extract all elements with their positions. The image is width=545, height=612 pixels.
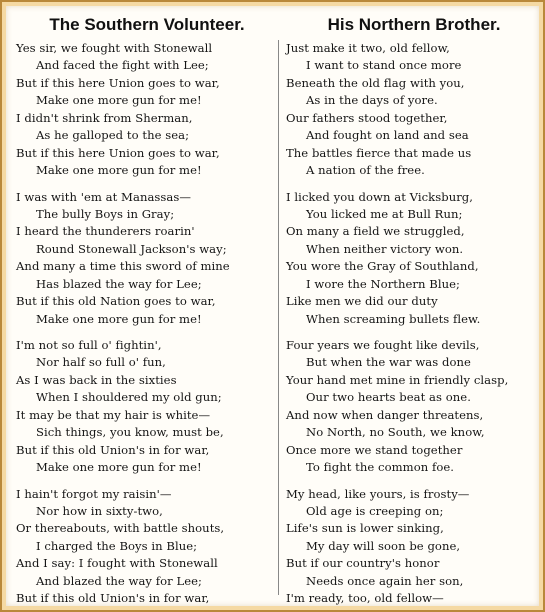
poem-line: As in the days of yore. [306,93,438,108]
poem-line: When I shouldered my old gun; [36,390,222,405]
poem-line: Or thereabouts, with battle shouts, [16,521,225,536]
poem-line: You licked me at Bull Run; [306,206,463,221]
right-stanza-2 [286,189,542,329]
poem-line: Yes sir, we fought with Stonewall [16,41,213,55]
poem-line: My day will soon be gone, [306,538,461,553]
poem-line: Nor how in sixty-two, [36,503,163,518]
poem-line: I wore the Northern Blue; [306,276,460,291]
poem-line: I'm not so full o' fightin', [16,338,162,352]
poem-line: But if our country's honor [286,556,440,571]
poem-line: I hain't forgot my raisin'— [16,486,172,501]
poem-line: I'm ready, too, old fellow— [286,591,444,606]
left-poem-column [16,6,278,612]
poem-line: I was with 'em at Manassas— [16,189,192,204]
poem-line: As I was back in the sixties [16,372,177,387]
poem-line: And faced the fight with Lee; [36,58,209,73]
poem-line: I licked you down at Vicksburg, [286,189,474,204]
left-stanza-3 [16,337,278,477]
poem-line: Make one more gun for me! [36,163,202,178]
poem-line: The battles fierce that made us [286,145,472,160]
poem-line: Round Stonewall Jackson's way; [36,241,227,256]
poem-line: But if this here Union goes to war, [16,75,220,90]
poem-line: Has blazed the way for Lee; [36,276,202,291]
poem-line: Make one more gun for me! [36,93,202,108]
column-divider [278,40,279,595]
poem-line: And many a time this sword of mine [16,259,230,274]
poem-line: But if this here Union goes to war, [16,145,220,160]
poem-line: Our two hearts beat as one. [306,390,471,405]
poem-line: You wore the Gray of Southland, [286,259,479,274]
poem-line: But if this old Union's in for war, [16,442,210,457]
right-poem-column [286,6,542,612]
poem-line: I didn't shrink from Sherman, [16,110,193,125]
poem-line: Life's sun is lower sinking, [286,521,444,536]
poem-line: And blazed the way for Lee; [36,573,202,588]
poem-line: But if this old Nation goes to war, [16,294,216,309]
poem-line: Needs once again her son, [306,573,464,588]
left-stanza-2 [16,189,278,329]
poem-line: I charged the Boys in Blue; [36,538,198,553]
poem-line: Nor half so full o' fun, [36,355,166,370]
left-stanza-1 [16,40,278,180]
poem-line: Make one more gun for me! [36,311,202,326]
poem-line: On many a field we struggled, [286,224,465,239]
poem-line: Sich things, you know, must be, [36,425,224,440]
poem-line: Your hand met mine in friendly clasp, [286,372,509,387]
left-stanza-4 [16,486,278,612]
right-stanza-1 [286,40,542,180]
poem-line: And I say: I fought with Stonewall [16,556,218,571]
poem-line: My head, like yours, is frosty— [286,486,470,501]
poem-line: As he galloped to the sea; [36,128,190,143]
poem-line: It may be that my hair is white— [16,407,211,422]
poem-line: To fight the common foe. [306,460,455,475]
poem-line: But if this old Union's in for war, [16,591,210,606]
poem-line: When screaming bullets flew. [306,311,481,326]
right-stanza-4 [286,486,542,612]
poem-line: And now when danger threatens, [286,407,484,422]
poem-line: Like men we did our duty [286,294,438,309]
newspaper-clipping [6,6,539,606]
poem-line: Old age is creeping on; [306,503,444,518]
poem-line: Beneath the old flag with you, [286,75,465,90]
poem-line: When neither victory won. [306,241,464,256]
poem-line: The bully Boys in Gray; [36,206,175,221]
poem-line: No North, no South, we know, [306,425,485,440]
poem-line: Just make it two, old fellow, [286,41,450,55]
poem-line: I want to stand once more [306,58,462,73]
poem-line: Our fathers stood together, [286,110,448,125]
right-stanza-3 [286,337,542,477]
right-poem-title: His Northern Brother. [327,15,501,34]
poem-line: Four years we fought like devils, [286,338,480,352]
poem-line: I heard the thunderers roarin' [16,224,195,239]
poem-line: But when the war was done [306,355,471,370]
poem-line: A nation of the free. [306,163,425,178]
left-poem-title: The Southern Volunteer. [49,15,245,34]
poem-line: Once more we stand together [286,442,463,457]
poem-line: And fought on land and sea [306,128,469,143]
poem-line: Make one more gun for me! [36,460,202,475]
